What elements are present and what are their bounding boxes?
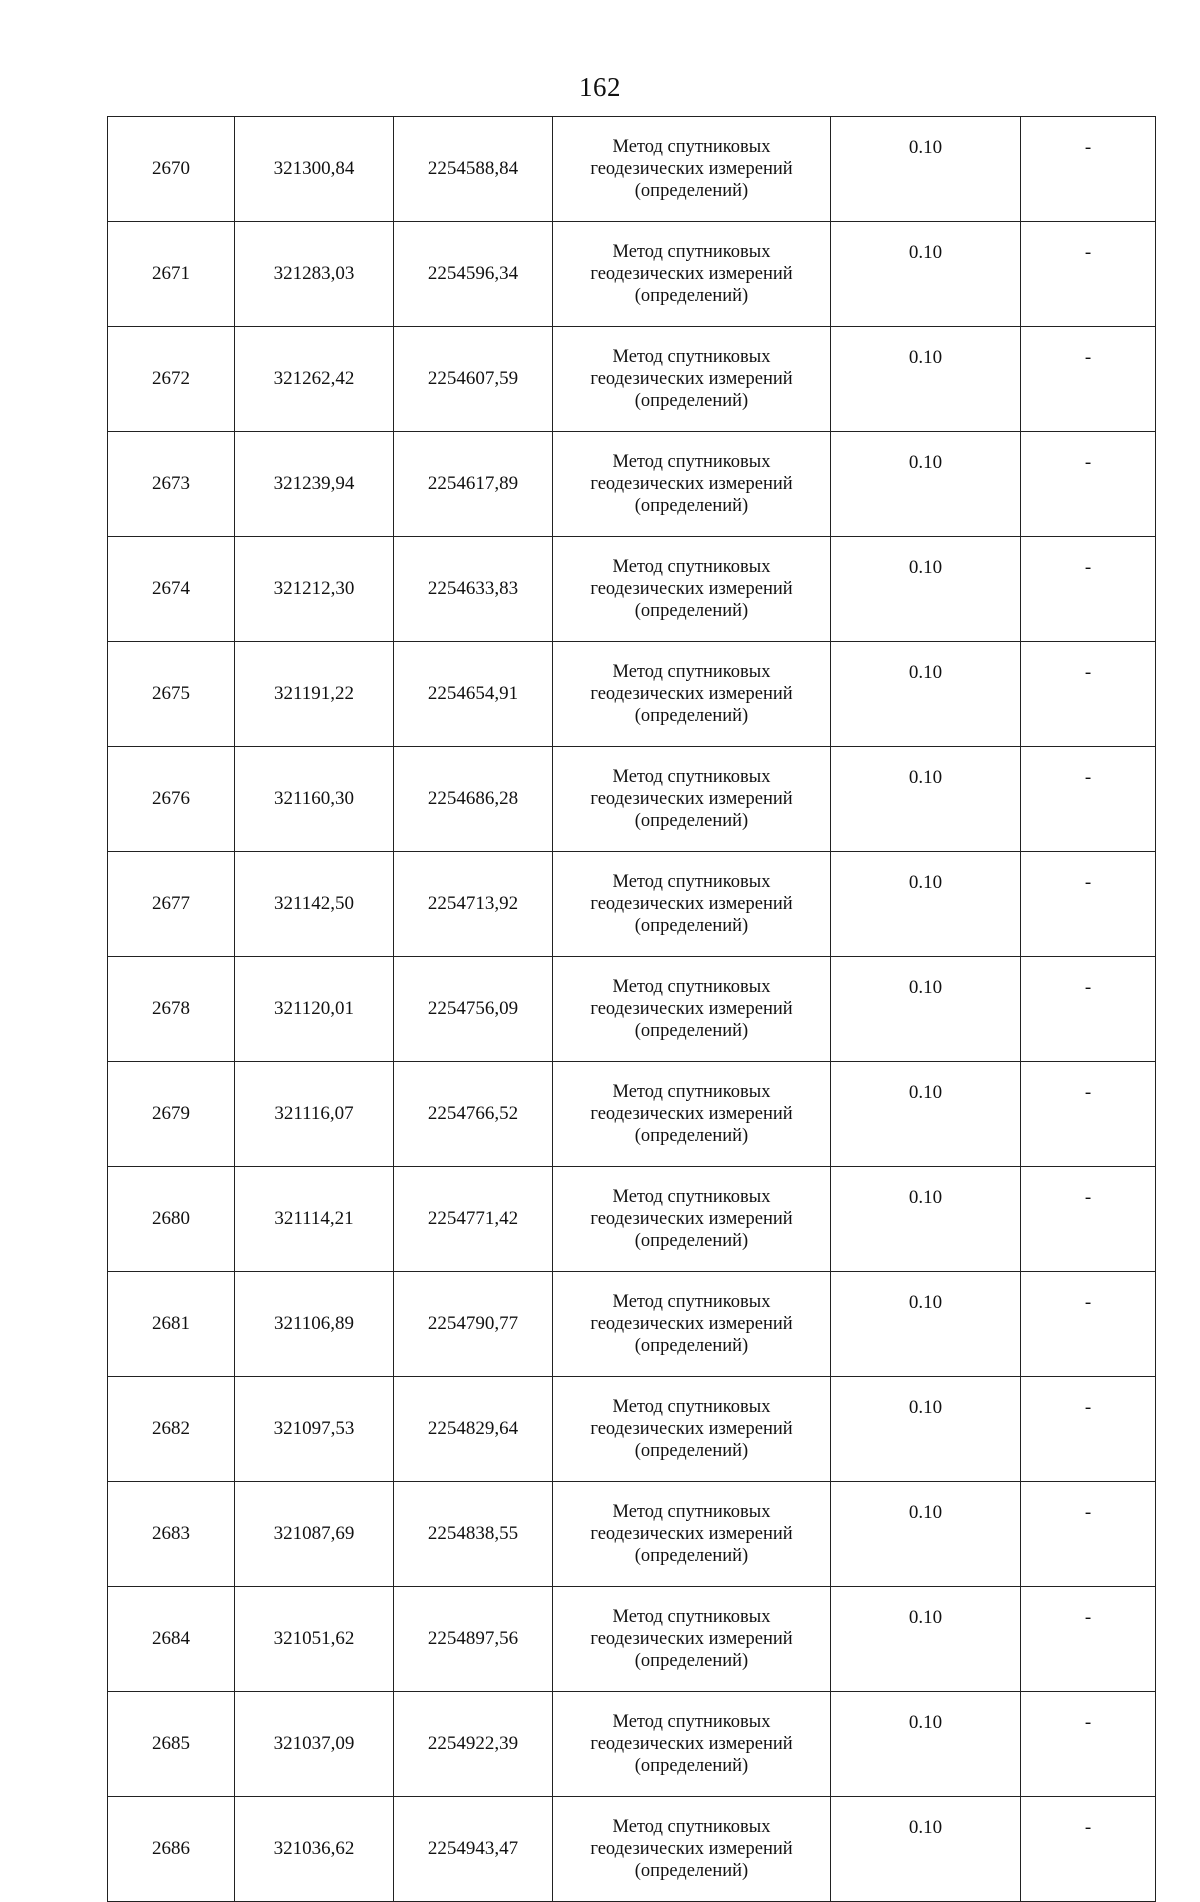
method-text-line: геодезических измерений	[590, 1839, 793, 1859]
point-number-cell: 2685	[108, 1692, 235, 1797]
method-text-line: геодезических измерений	[590, 1104, 793, 1124]
method-text-line: (определений)	[634, 1336, 749, 1356]
note-cell: -	[1021, 1272, 1156, 1377]
note-cell: -	[1021, 1377, 1156, 1482]
precision-cell: 0.10	[831, 1062, 1021, 1167]
method-cell	[553, 117, 831, 222]
point-number-cell: 2678	[108, 957, 235, 1062]
method-text-line: геодезических измерений	[590, 1629, 793, 1649]
method-text-line: Метод спутниковых	[612, 1397, 771, 1417]
x-coordinate-cell: 321097,53	[235, 1377, 394, 1482]
note-cell: -	[1021, 1692, 1156, 1797]
table-row	[108, 642, 1156, 747]
x-coordinate-cell: 321239,94	[235, 432, 394, 537]
note-cell: -	[1021, 1587, 1156, 1692]
point-number-cell: 2673	[108, 432, 235, 537]
method-text-line: (определений)	[634, 1021, 749, 1041]
point-number-cell: 2684	[108, 1587, 235, 1692]
method-text-line: Метод спутниковых	[612, 1187, 771, 1207]
y-coordinate-cell: 2254756,09	[394, 957, 553, 1062]
method-text-line: Метод спутниковых	[612, 1292, 771, 1312]
method-text-line: (определений)	[634, 391, 749, 411]
method-cell	[553, 747, 831, 852]
method-cell	[553, 1482, 831, 1587]
x-coordinate-cell: 321114,21	[235, 1167, 394, 1272]
precision-cell: 0.10	[831, 957, 1021, 1062]
note-cell: -	[1021, 642, 1156, 747]
note-cell: -	[1021, 747, 1156, 852]
precision-cell: 0.10	[831, 222, 1021, 327]
method-text-line: (определений)	[634, 1546, 749, 1566]
point-number-cell: 2676	[108, 747, 235, 852]
precision-cell: 0.10	[831, 1797, 1021, 1902]
method-cell	[553, 432, 831, 537]
table-row	[108, 1482, 1156, 1587]
y-coordinate-cell: 2254596,34	[394, 222, 553, 327]
table-row	[108, 1062, 1156, 1167]
method-text-line: (определений)	[634, 1756, 749, 1776]
x-coordinate-cell: 321300,84	[235, 117, 394, 222]
x-coordinate-cell: 321160,30	[235, 747, 394, 852]
x-coordinate-cell: 321051,62	[235, 1587, 394, 1692]
note-cell: -	[1021, 1797, 1156, 1902]
x-coordinate-cell: 321212,30	[235, 537, 394, 642]
x-coordinate-cell: 321037,09	[235, 1692, 394, 1797]
point-number-cell: 2670	[108, 117, 235, 222]
method-cell	[553, 852, 831, 957]
y-coordinate-cell: 2254633,83	[394, 537, 553, 642]
method-text-line: (определений)	[634, 811, 749, 831]
y-coordinate-cell: 2254588,84	[394, 117, 553, 222]
note-cell: -	[1021, 1167, 1156, 1272]
table-row	[108, 957, 1156, 1062]
method-text-line: геодезических измерений	[590, 1524, 793, 1544]
method-text-line: (определений)	[634, 1441, 749, 1461]
method-text-line: (определений)	[634, 706, 749, 726]
note-cell: -	[1021, 537, 1156, 642]
method-text-line: геодезических измерений	[590, 789, 793, 809]
table-row	[108, 327, 1156, 432]
x-coordinate-cell: 321106,89	[235, 1272, 394, 1377]
precision-cell: 0.10	[831, 327, 1021, 432]
y-coordinate-cell: 2254829,64	[394, 1377, 553, 1482]
point-number-cell: 2672	[108, 327, 235, 432]
table-row	[108, 1692, 1156, 1797]
method-text-line: (определений)	[634, 286, 749, 306]
y-coordinate-cell: 2254654,91	[394, 642, 553, 747]
precision-cell: 0.10	[831, 1587, 1021, 1692]
method-text-line: Метод спутниковых	[612, 242, 771, 262]
precision-cell: 0.10	[831, 747, 1021, 852]
table-row	[108, 1167, 1156, 1272]
method-text-line: геодезических измерений	[590, 369, 793, 389]
y-coordinate-cell: 2254943,47	[394, 1797, 553, 1902]
method-cell	[553, 1062, 831, 1167]
method-text-line: геодезических измерений	[590, 999, 793, 1019]
point-number-cell: 2682	[108, 1377, 235, 1482]
point-number-cell: 2686	[108, 1797, 235, 1902]
point-number-cell: 2677	[108, 852, 235, 957]
method-cell	[553, 537, 831, 642]
method-text-line: Метод спутниковых	[612, 1607, 771, 1627]
method-text-line: Метод спутниковых	[612, 452, 771, 472]
precision-cell: 0.10	[831, 537, 1021, 642]
method-text-line: геодезических измерений	[590, 159, 793, 179]
method-text-line: Метод спутниковых	[612, 662, 771, 682]
x-coordinate-cell: 321262,42	[235, 327, 394, 432]
coordinates-table-body	[108, 117, 1156, 1902]
table-row	[108, 747, 1156, 852]
x-coordinate-cell: 321142,50	[235, 852, 394, 957]
point-number-cell: 2680	[108, 1167, 235, 1272]
y-coordinate-cell: 2254922,39	[394, 1692, 553, 1797]
page-number: 162	[579, 72, 621, 102]
note-cell: -	[1021, 1062, 1156, 1167]
method-cell	[553, 1272, 831, 1377]
precision-cell: 0.10	[831, 117, 1021, 222]
precision-cell: 0.10	[831, 1482, 1021, 1587]
y-coordinate-cell: 2254897,56	[394, 1587, 553, 1692]
table-row	[108, 222, 1156, 327]
x-coordinate-cell: 321191,22	[235, 642, 394, 747]
table-row	[108, 852, 1156, 957]
table-row	[108, 1797, 1156, 1902]
note-cell: -	[1021, 852, 1156, 957]
table-row	[108, 537, 1156, 642]
method-text-line: Метод спутниковых	[612, 347, 771, 367]
precision-cell: 0.10	[831, 642, 1021, 747]
method-cell	[553, 1587, 831, 1692]
y-coordinate-cell: 2254713,92	[394, 852, 553, 957]
method-cell	[553, 1797, 831, 1902]
method-cell	[553, 327, 831, 432]
method-cell	[553, 1692, 831, 1797]
method-text-line: (определений)	[634, 601, 749, 621]
method-text-line: геодезических измерений	[590, 474, 793, 494]
y-coordinate-cell: 2254790,77	[394, 1272, 553, 1377]
precision-cell: 0.10	[831, 852, 1021, 957]
x-coordinate-cell: 321036,62	[235, 1797, 394, 1902]
method-text-line: (определений)	[634, 1651, 749, 1671]
note-cell: -	[1021, 957, 1156, 1062]
method-cell	[553, 642, 831, 747]
method-text-line: геодезических измерений	[590, 579, 793, 599]
note-cell: -	[1021, 117, 1156, 222]
y-coordinate-cell: 2254607,59	[394, 327, 553, 432]
x-coordinate-cell: 321120,01	[235, 957, 394, 1062]
y-coordinate-cell: 2254771,42	[394, 1167, 553, 1272]
method-text-line: геодезических измерений	[590, 1209, 793, 1229]
point-number-cell: 2671	[108, 222, 235, 327]
note-cell: -	[1021, 222, 1156, 327]
method-text-line: Метод спутниковых	[612, 1502, 771, 1522]
method-text-line: Метод спутниковых	[612, 872, 771, 892]
y-coordinate-cell: 2254617,89	[394, 432, 553, 537]
method-text-line: геодезических измерений	[590, 1314, 793, 1334]
note-cell: -	[1021, 327, 1156, 432]
table-row	[108, 1272, 1156, 1377]
table-row	[108, 432, 1156, 537]
precision-cell: 0.10	[831, 1377, 1021, 1482]
y-coordinate-cell: 2254766,52	[394, 1062, 553, 1167]
method-text-line: геодезических измерений	[590, 684, 793, 704]
note-cell: -	[1021, 1482, 1156, 1587]
x-coordinate-cell: 321087,69	[235, 1482, 394, 1587]
point-number-cell: 2679	[108, 1062, 235, 1167]
method-text-line: (определений)	[634, 916, 749, 936]
note-cell: -	[1021, 432, 1156, 537]
method-text-line: геодезических измерений	[590, 1419, 793, 1439]
point-number-cell: 2675	[108, 642, 235, 747]
method-text-line: (определений)	[634, 1231, 749, 1251]
table-row	[108, 1377, 1156, 1482]
precision-cell: 0.10	[831, 1692, 1021, 1797]
method-text-line: Метод спутниковых	[612, 1712, 771, 1732]
method-text-line: геодезических измерений	[590, 1734, 793, 1754]
method-text-line: (определений)	[634, 496, 749, 516]
method-cell	[553, 1377, 831, 1482]
table-row	[108, 117, 1156, 222]
method-text-line: геодезических измерений	[590, 264, 793, 284]
method-text-line: Метод спутниковых	[612, 977, 771, 997]
method-text-line: Метод спутниковых	[612, 1082, 771, 1102]
table-row	[108, 1587, 1156, 1692]
method-text-line: Метод спутниковых	[612, 557, 771, 577]
point-number-cell: 2683	[108, 1482, 235, 1587]
method-text-line: Метод спутниковых	[612, 1817, 771, 1837]
y-coordinate-cell: 2254838,55	[394, 1482, 553, 1587]
x-coordinate-cell: 321116,07	[235, 1062, 394, 1167]
precision-cell: 0.10	[831, 1272, 1021, 1377]
method-cell	[553, 957, 831, 1062]
method-text-line: геодезических измерений	[590, 894, 793, 914]
method-text-line: Метод спутниковых	[612, 137, 771, 157]
y-coordinate-cell: 2254686,28	[394, 747, 553, 852]
method-cell	[553, 1167, 831, 1272]
method-text-line: (определений)	[634, 181, 749, 201]
x-coordinate-cell: 321283,03	[235, 222, 394, 327]
method-text-line: (определений)	[634, 1126, 749, 1146]
point-number-cell: 2674	[108, 537, 235, 642]
method-text-line: Метод спутниковых	[612, 767, 771, 787]
precision-cell: 0.10	[831, 1167, 1021, 1272]
coordinates-table	[107, 116, 1156, 1902]
method-text-line: (определений)	[634, 1861, 749, 1881]
point-number-cell: 2681	[108, 1272, 235, 1377]
method-cell	[553, 222, 831, 327]
precision-cell: 0.10	[831, 432, 1021, 537]
